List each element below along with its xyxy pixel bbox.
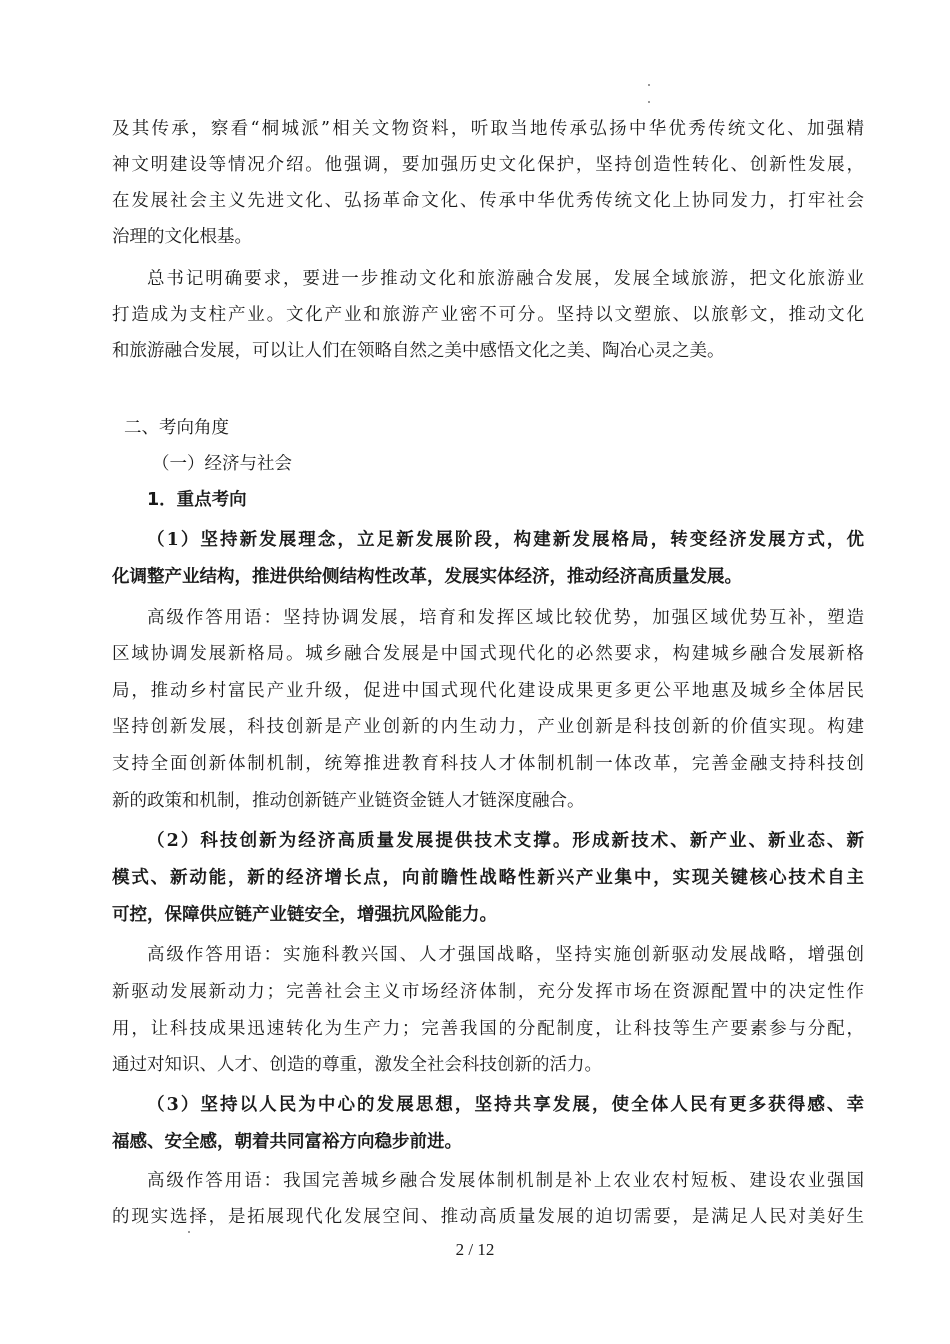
paragraph-line: 打造成为支柱产业。文化产业和旅游产业密不可分。坚持以文塑旅、以旅彰文，推动文化 <box>112 305 864 325</box>
key-point-line: 可控，保障供应链产业链安全，增强抗风险能力。 <box>112 905 497 925</box>
key-point-line: 化调整产业结构，推进供给侧结构性改革，发展实体经济，推动经济高质量发展。 <box>112 567 742 587</box>
answer-line: 高级作答用语：我国完善城乡融合发展体制机制是补上农业农村短板、建设农业强国 <box>147 1171 864 1191</box>
key-point-line: （2）科技创新为经济高质量发展提供技术支撑。形成新技术、新产业、新业态、新 <box>147 831 864 851</box>
paragraph-line: 及其传承，察看“桐城派”相关文物资料，听取当地传承弘扬中华优秀传统文化、加强精 <box>112 119 864 139</box>
paragraph-line: 在发展社会主义先进文化、弘扬革命文化、传承中华优秀传统文化上协同发力，打牢社会 <box>112 191 864 211</box>
key-point-line: （3）坚持以人民为中心的发展思想，坚持共享发展，使全体人民有更多获得感、幸 <box>147 1095 864 1115</box>
answer-line: 高级作答用语：坚持协调发展，培育和发挥区域比较优势，加强区域优势互补，塑造 <box>147 608 864 628</box>
paragraph-line: 治理的文化根基。 <box>112 227 252 247</box>
page-speck <box>648 101 650 103</box>
answer-line: 用，让科技成果迅速转化为生产力；完善我国的分配制度，让科技等生产要素参与分配， <box>112 1019 864 1039</box>
answer-line: 新的政策和机制，推动创新链产业链资金链人才链深度融合。 <box>112 791 585 811</box>
subsection-heading: （一）经济与社会 <box>152 454 292 474</box>
answer-line: 高级作答用语：实施科教兴国、人才强国战略，坚持实施创新驱动发展战略，增强创 <box>147 945 864 965</box>
point-heading: 1．重点考向 <box>147 490 247 510</box>
answer-line: 坚持创新发展，科技创新是产业创新的内生动力，产业创新是科技创新的价值实现。构建 <box>112 717 864 737</box>
answer-line: 的现实选择，是拓展现代化发展空间、推动高质量发展的迫切需要，是满足人民对美好生 <box>112 1207 864 1227</box>
page-speck <box>648 84 650 86</box>
paragraph-line: 和旅游融合发展，可以让人们在领略自然之美中感悟文化之美、陶冶心灵之美。 <box>112 341 725 361</box>
answer-line: 局，推动乡村富民产业升级，促进中国式现代化建设成果更多更公平地惠及城乡全体居民 <box>112 681 864 701</box>
key-point-line: 模式、新动能，新的经济增长点，向前瞻性战略性新兴产业集中，实现关键核心技术自主 <box>112 868 864 888</box>
key-point-line: （1）坚持新发展理念，立足新发展阶段，构建新发展格局，转变经济发展方式，优 <box>147 530 864 550</box>
answer-line: 新驱动发展新动力；完善社会主义市场经济体制，充分发挥市场在资源配置中的决定性作 <box>112 982 864 1002</box>
answer-line: 通过对知识、人才、创造的尊重，激发全社会科技创新的活力。 <box>112 1055 602 1075</box>
page-number: 2 / 12 <box>455 1240 495 1259</box>
paragraph-line: 神文明建设等情况介绍。他强调，要加强历史文化保护，坚持创造性转化、创新性发展， <box>112 155 864 175</box>
answer-line: 支持全面创新体制机制，统筹推进教育科技人才体制机制一体改革，完善金融支持科技创 <box>112 754 864 774</box>
section-heading: 二、考向角度 <box>124 418 229 438</box>
paragraph-line: 总书记明确要求，要进一步推动文化和旅游融合发展，发展全域旅游，把文化旅游业 <box>147 269 864 289</box>
key-point-line: 福感、安全感，朝着共同富裕方向稳步前进。 <box>112 1132 462 1152</box>
answer-line: 区域协调发展新格局。城乡融合发展是中国式现代化的必然要求，构建城乡融合发展新格 <box>112 644 864 664</box>
